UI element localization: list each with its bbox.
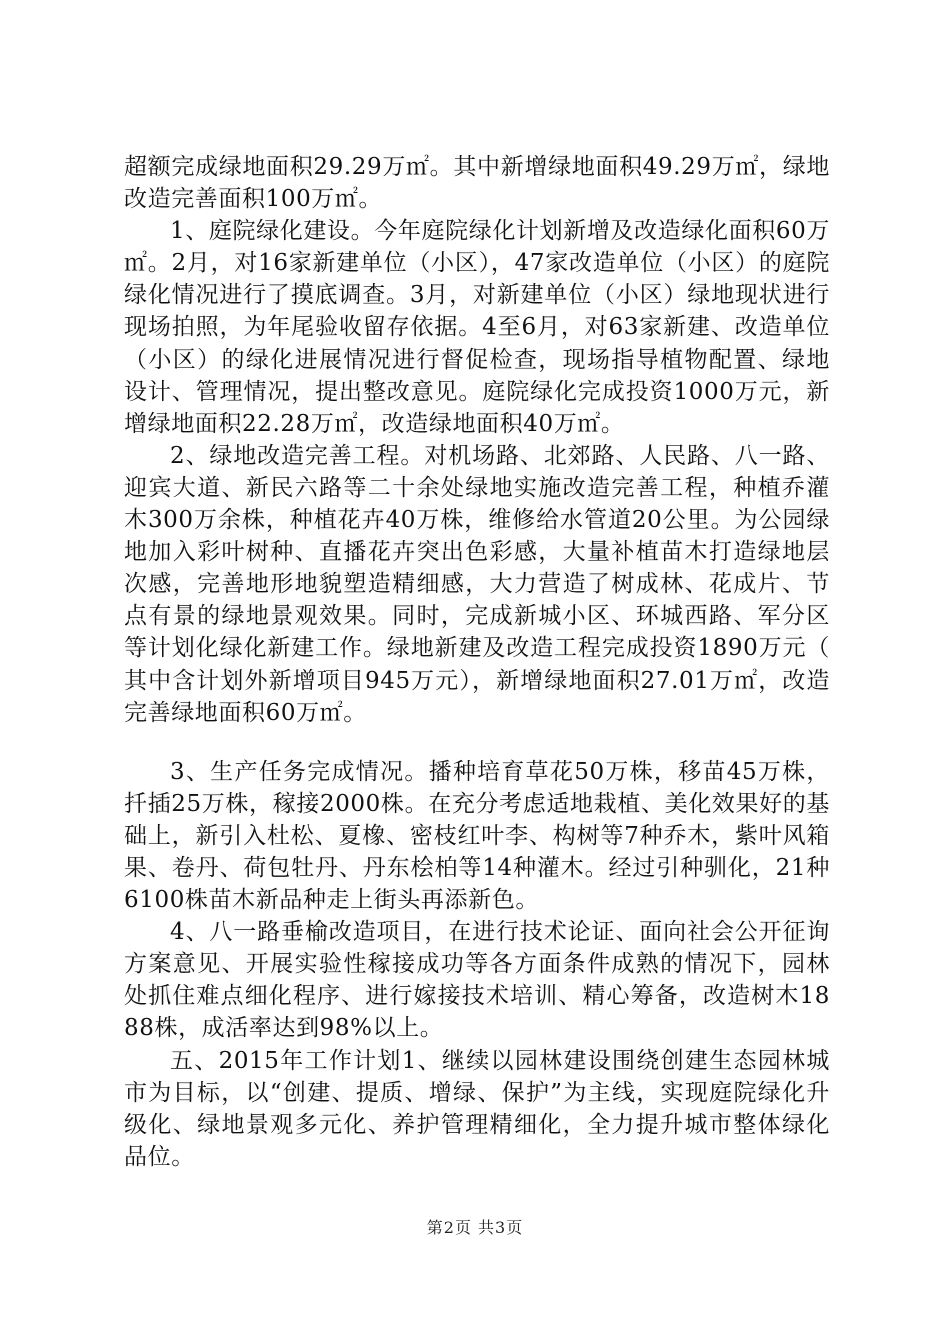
paragraph-bayi-road-project: 4、八一路垂榆改造项目，在进行技术论证、面向社会公开征询方案意见、开展实验性稼接成功等各方面条件成熟的情况下，园林处抓住难点细化程序、进行嫁接技术培训、精心筹备，改造树木1888株，成活率达到98%以上。 <box>124 919 830 1042</box>
paragraph-continuation: 超额完成绿地面积29.29万㎡。其中新增绿地面积49.29万㎡，绿地改造完善面积100万㎡。 <box>124 154 830 213</box>
paragraph-production-tasks: 3、生产任务完成情况。播种培育草花50万株，移苗45万株，扦插25万株，稼接2000株。在充分考虑适地栽植、美化效果好的基础上，新引入杜松、夏橡、密枝红叶李、构树等7种乔木，紫叶风箱果、卷丹、荷包牡丹、丹东桧柏等14种灌木。经过引种驯化，21种6100株苗木新品种走上街头再添新色。 <box>124 758 830 914</box>
document-body <box>124 151 830 1173</box>
paragraph-courtyard-greening: 1、庭院绿化建设。今年庭院绿化计划新增及改造绿化面积60万㎡。2月，对16家新建单位（小区），47家改造单位（小区）的庭院绿化情况进行了摸底调查。3月，对新建单位（小区）绿地现状进行现场拍照，为年尾验收留存依据。4至6月，对63家新建、改造单位（小区）的绿化进展情况进行督促检查，现场指导植物配置、绿地设计、管理情况，提出整改意见。庭院绿化完成投资1000万元，新增绿地面积22.28万㎡，改造绿地面积40万㎡。 <box>124 218 830 437</box>
page-footer: 第2页 共3页 <box>426 1218 524 1237</box>
paragraph-2015-work-plan: 五、2015年工作计划1、继续以园林建设围绕创建生态园林城市为目标，以“创建、提质、增绿、保护”为主线，实现庭院绿化升级化、绿地景观多元化、养护管理精细化，全力提升城市整体绿化品位。 <box>124 1047 830 1170</box>
paragraph-gap <box>124 729 830 756</box>
paragraph-green-space-renovation: 2、绿地改造完善工程。对机场路、北郊路、人民路、八一路、迎宾大道、新民六路等二十余处绿地实施改造完善工程，种植乔灌木300万余株，种植花卉40万株，维修给水管道20公里。为公园绿地加入彩叶树种、直播花卉突出色彩感，大量补植苗木打造绿地层次感，完善地形地貌塑造精细感，大力营造了树成林、花成片、节点有景的绿地景观效果。同时，完成新城小区、环城西路、军分区等计划化绿化新建工作。绿地新建及改造工程完成投资1890万元（其中含计划外新增项目945万元），新增绿地面积27.01万㎡，改造完善绿地面积60万㎡。 <box>124 442 830 726</box>
